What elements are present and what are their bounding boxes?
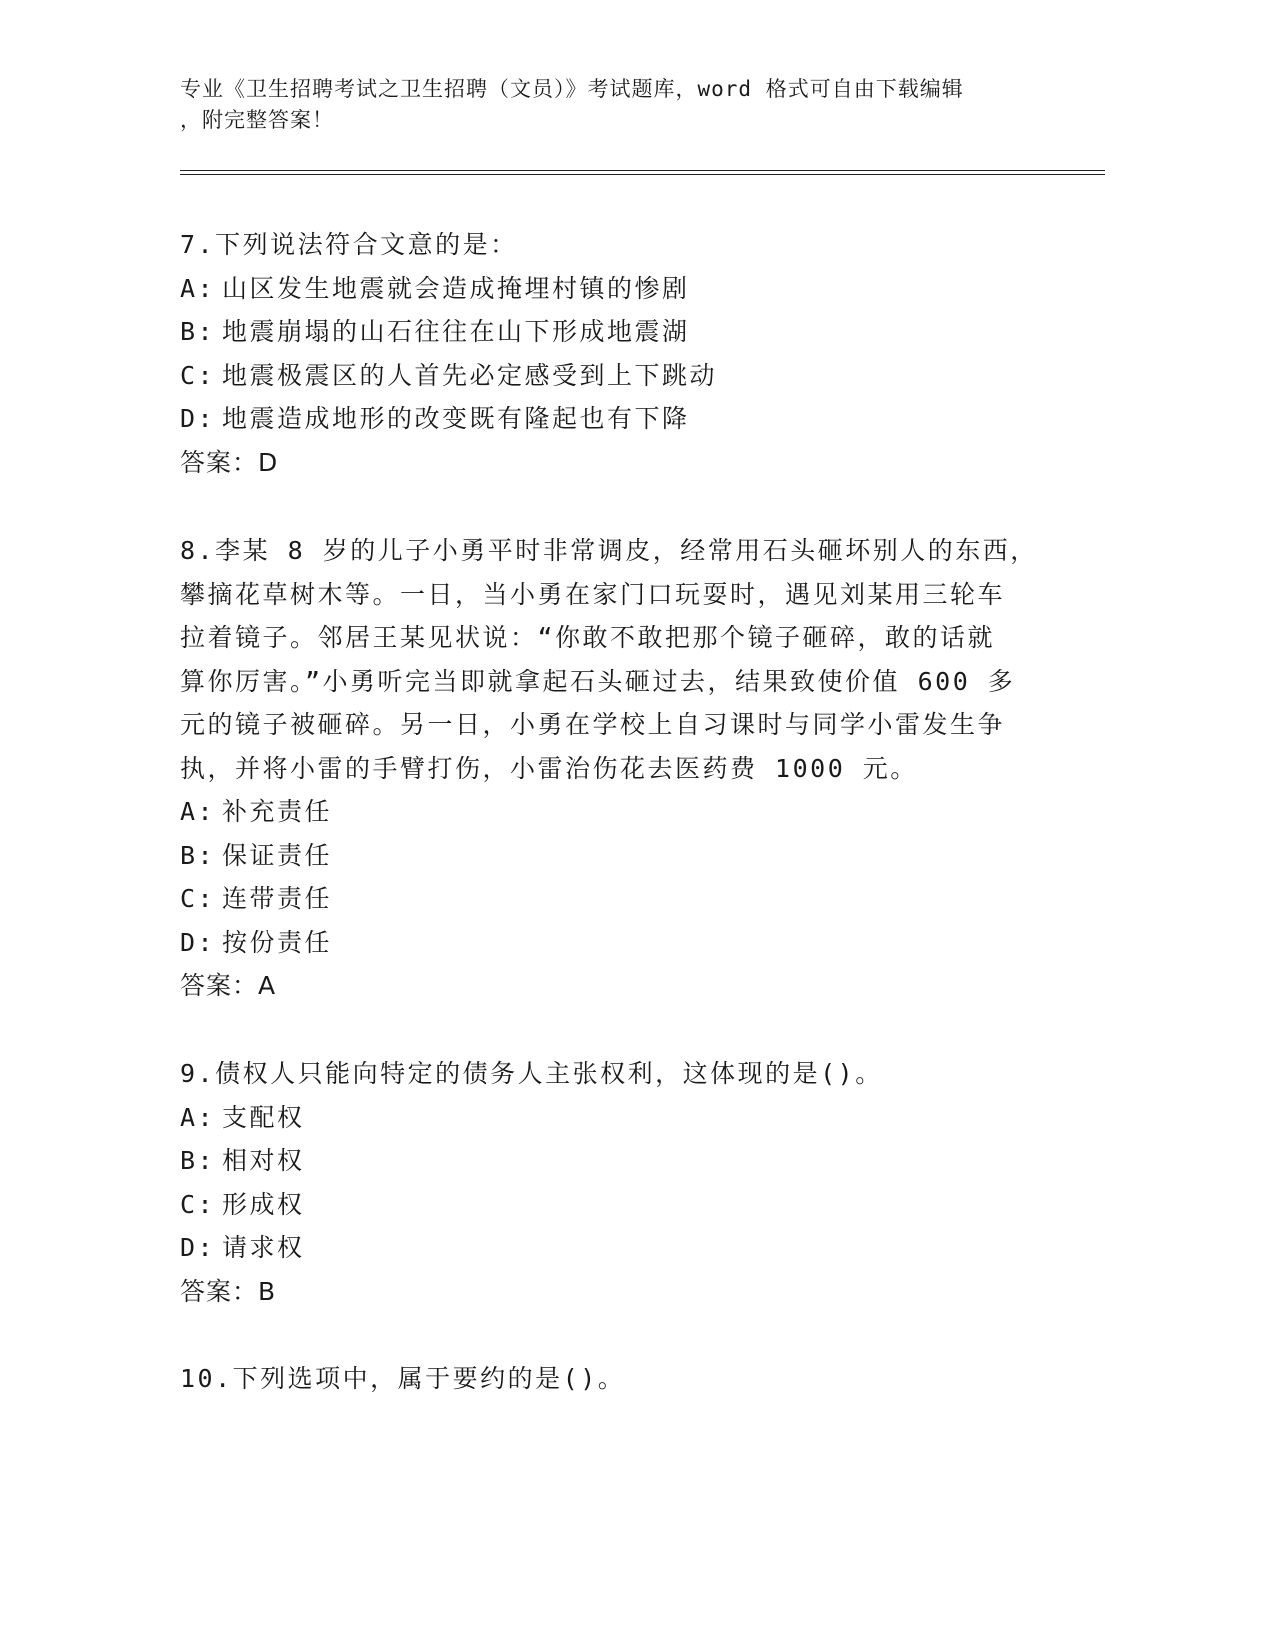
question-stem-line: 元的镜子被砸碎。另一日，小勇在学校上自习课时与同学小雷发生争 [180, 710, 1006, 739]
option-text: 地震极震区的人首先必定感受到上下跳动 [222, 360, 718, 390]
option-text: 补充责任 [222, 797, 333, 826]
option-text: 请求权 [222, 1233, 305, 1262]
option-b [180, 1139, 1080, 1183]
question-9 [180, 1052, 1080, 1313]
question-stem-line: 执，并将小雷的手臂打伤，小雷治伤花去医药费 1000 元。 [180, 753, 918, 783]
option-text: 地震造成地形的改变既有隆起也有下降 [222, 404, 690, 433]
option-text: 按份责任 [222, 927, 333, 957]
option-letter: B: [180, 1146, 216, 1175]
option-c [180, 354, 1080, 398]
option-a [180, 790, 1080, 834]
option-letter: A: [180, 1102, 216, 1132]
question-10 [180, 1357, 1080, 1401]
option-letter: A: [180, 273, 216, 303]
option-letter: C: [180, 884, 216, 913]
answer-line: 答案：B [180, 1276, 277, 1306]
question-stem-line: 拉着镜子。邻居王某见状说：“你敢不敢把那个镜子砸碎，敢的话就 [180, 623, 996, 652]
option-letter: C: [180, 1189, 216, 1219]
question-stem-line: 10.下列选项中，属于要约的是()。 [180, 1364, 626, 1393]
option-c [180, 877, 1080, 921]
option-letter: D: [180, 404, 216, 433]
option-d [180, 1226, 1080, 1270]
question-stem-line: 攀摘花草树木等。一日，当小勇在家门口玩耍时，遇见刘某用三轮车 [180, 579, 1006, 609]
option-text: 相对权 [222, 1146, 305, 1175]
option-b [180, 310, 1080, 354]
header-divider-top [180, 170, 1105, 171]
question-stem-line: 9.债权人只能向特定的债务人主张权利，这体现的是()。 [180, 1059, 883, 1088]
option-text: 地震崩塌的山石往往在山下形成地震湖 [222, 317, 690, 346]
option-text: 山区发生地震就会造成掩埋村镇的惨剧 [222, 273, 690, 303]
option-a [180, 267, 1080, 311]
answer-line: 答案：A [180, 971, 277, 1000]
option-letter: C: [180, 360, 216, 390]
option-letter: A: [180, 797, 216, 826]
option-letter: D: [180, 1233, 216, 1262]
option-letter: D: [180, 927, 216, 957]
question-stem-line: 8.李某 8 岁的儿子小勇平时非常调皮，经常用石头砸坏别人的东西， [180, 536, 1038, 565]
option-letter: B: [180, 317, 216, 346]
question-7 [180, 223, 1080, 484]
option-text: 形成权 [222, 1189, 305, 1219]
document-header [180, 74, 1050, 136]
question-8 [180, 529, 1080, 1008]
option-d [180, 921, 1080, 965]
option-text: 连带责任 [222, 884, 333, 913]
option-b [180, 834, 1080, 878]
option-text: 支配权 [222, 1102, 305, 1132]
header-divider-bottom [180, 174, 1105, 175]
option-c [180, 1183, 1080, 1227]
option-text: 保证责任 [222, 840, 333, 870]
question-stem-line: 算你厉害。”小勇听完当即就拿起石头砸过去，结果致使价值 600 多 [180, 666, 1016, 696]
question-stem-line: 7.下列说法符合文意的是： [180, 230, 518, 259]
header-line-1: 专业《卫生招聘考试之卫生招聘（文员）》考试题库，word 格式可自由下载编辑 [180, 77, 964, 101]
option-letter: B: [180, 840, 216, 870]
answer-line: 答案：D [180, 447, 279, 477]
option-d [180, 397, 1080, 441]
option-a [180, 1096, 1080, 1140]
header-line-2: ，附完整答案！ [180, 108, 334, 132]
